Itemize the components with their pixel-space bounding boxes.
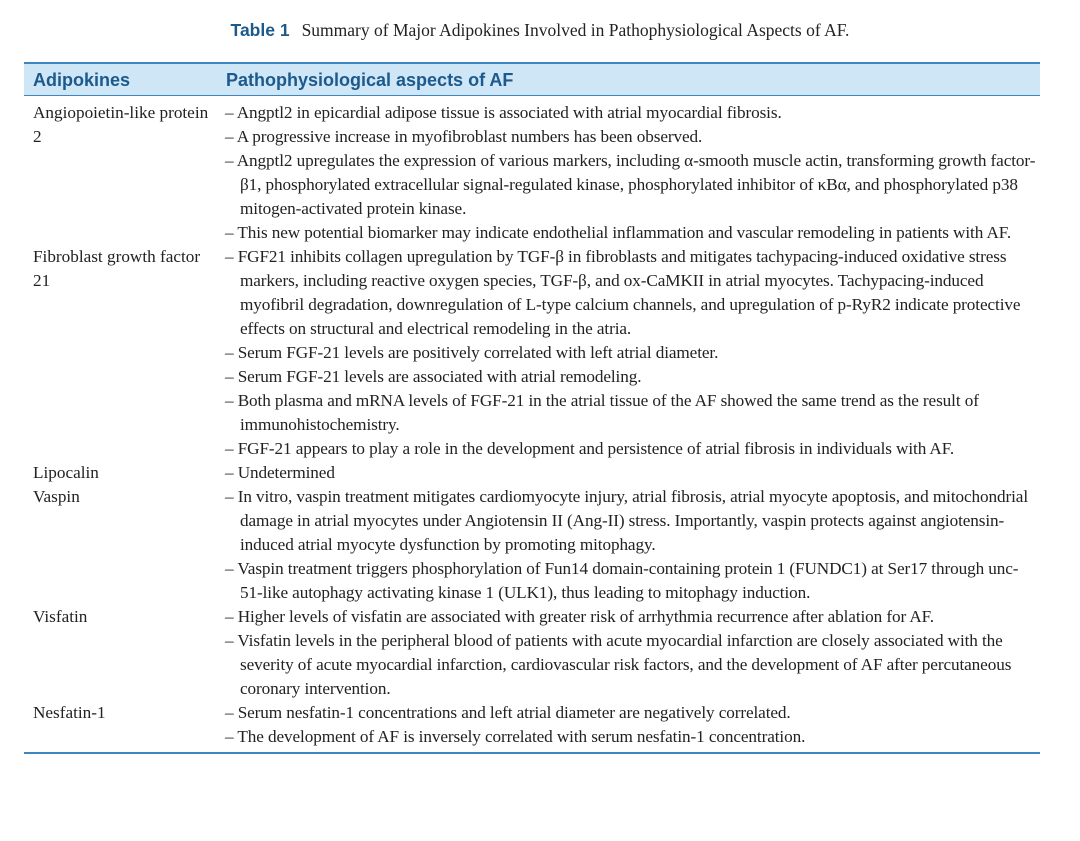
aspect-item: – This new potential biomarker may indicate endothelial inflammation and vascular remodeling in patients with AF. xyxy=(225,223,1012,242)
header-adipokines: Adipokines xyxy=(33,70,131,90)
adipokine-name: Angiopoietin-like protein 2 xyxy=(33,103,209,146)
aspect-item: – In vitro, vaspin treatment mitigates cardiomyocyte injury, atrial fibrosis, atrial myocyte apoptosis, and mitochondrial damage in atrial myocytes under Angiotensin II (Ang-II) stress. Importantly, vaspin protects against angiotensin-induced atrial myocyte dysfunction by promoting mitophagy. xyxy=(225,487,1028,554)
aspect-item: – Both plasma and mRNA levels of FGF-21 in the atrial tissue of the AF showed the same trend as the result of immunohistochemistry. xyxy=(225,391,979,434)
table-row xyxy=(24,605,1040,701)
header-pathophysiological-aspects: Pathophysiological aspects of AF xyxy=(226,70,514,90)
table-title: Summary of Major Adipokines Involved in Pathophysiological Aspects of AF. xyxy=(301,20,850,40)
aspect-item: – Undetermined xyxy=(225,463,335,482)
adipokine-name: Nesfatin-1 xyxy=(33,703,106,722)
aspect-item: – A progressive increase in myofibroblast numbers has been observed. xyxy=(225,127,703,146)
table-caption xyxy=(0,20,1080,41)
aspects-list xyxy=(218,701,1037,749)
aspect-item: – Angptl2 in epicardial adipose tissue is associated with atrial myocardial fibrosis. xyxy=(225,103,782,122)
aspect-item: – Serum FGF-21 levels are positively correlated with left atrial diameter. xyxy=(225,343,719,362)
aspect-item: – FGF-21 appears to play a role in the development and persistence of atrial fibrosis in individuals with AF. xyxy=(225,439,955,458)
table-row xyxy=(24,461,1040,485)
adipokine-name: Vaspin xyxy=(33,487,80,506)
table-body xyxy=(24,96,1040,752)
aspects-list xyxy=(218,101,1037,245)
aspect-item: – Visfatin levels in the peripheral blood of patients with acute myocardial infarction are closely associated with the severity of acute myocardial infarction, cardiovascular risk factors, and the development of AF after percutaneous coronary intervention. xyxy=(225,631,1012,698)
aspects-list xyxy=(218,605,1037,701)
table-row xyxy=(24,701,1040,749)
adipokine-name: Visfatin xyxy=(33,607,88,626)
aspects-list xyxy=(218,461,1037,485)
aspect-item: – Higher levels of visfatin are associated with greater risk of arrhythmia recurrence after ablation for AF. xyxy=(225,607,934,626)
aspect-item: – Serum nesfatin-1 concentrations and left atrial diameter are negatively correlated. xyxy=(225,703,791,722)
aspects-list xyxy=(218,485,1037,605)
aspects-list xyxy=(218,245,1037,461)
aspect-item: – FGF21 inhibits collagen upregulation by TGF-β in fibroblasts and mitigates tachypacing-induced oxidative stress markers, including reactive oxygen species, TGF-β, and ox-CaMKII in atrial myocytes. Tachypacing-induced myofibril degradation, downregulation of L-type calcium channels, and upregulation of p-RyR2 indicate protective effects on structural and electrical remodeling in the atria. xyxy=(225,247,1021,338)
table-label: Table 1 xyxy=(230,20,290,40)
aspect-item: – Angptl2 upregulates the expression of various markers, including α-smooth muscle actin, transforming growth factor-β1, phosphorylated extracellular signal-regulated kinase, phosphorylated inhibitor of κBα, and phosphorylated p38 mitogen-activated protein kinase. xyxy=(225,151,1036,218)
aspect-item: – The development of AF is inversely correlated with serum nesfatin-1 concentration. xyxy=(225,727,806,746)
adipokines-table xyxy=(24,62,1040,754)
table-row xyxy=(24,485,1040,605)
table-row xyxy=(24,245,1040,461)
table-header xyxy=(24,64,1040,96)
aspect-item: – Serum FGF-21 levels are associated with atrial remodeling. xyxy=(225,367,642,386)
adipokine-name: Fibroblast growth factor 21 xyxy=(33,247,201,290)
aspect-item: – Vaspin treatment triggers phosphorylation of Fun14 domain-containing protein 1 (FUNDC1) at Ser17 through unc-51-like autophagy activating kinase 1 (ULK1), thus leading to mitophagy induction. xyxy=(225,559,1019,602)
table-row xyxy=(24,101,1040,245)
adipokine-name: Lipocalin xyxy=(33,463,99,482)
